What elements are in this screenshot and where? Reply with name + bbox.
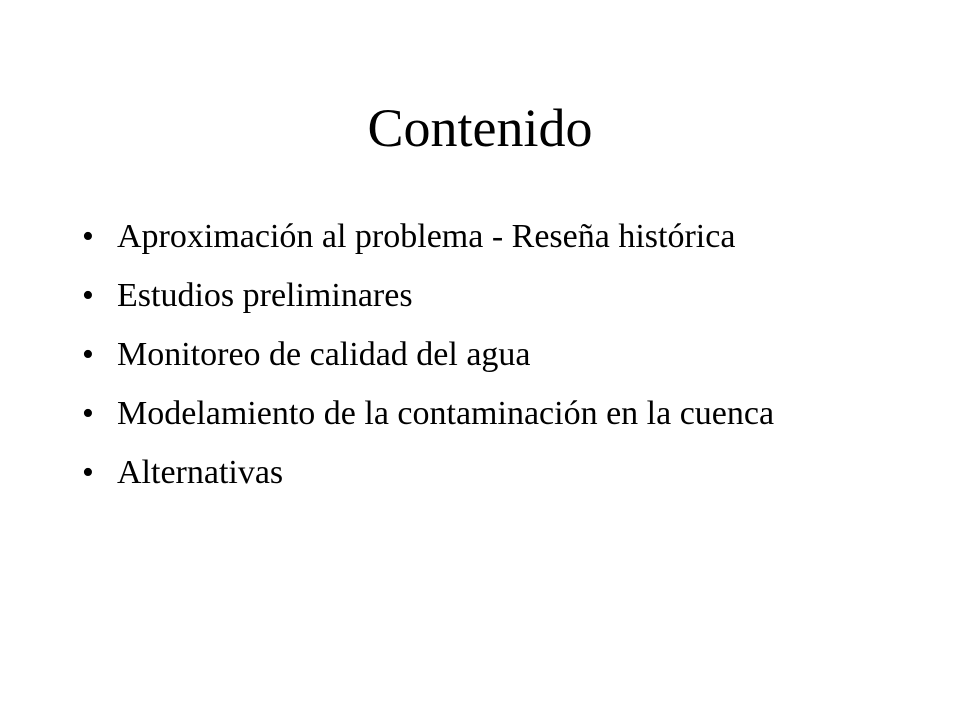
bullet-text: Monitoreo de calidad del agua [117, 336, 531, 373]
bullet-text: Aproximación al problema - Reseña histórica [117, 218, 736, 255]
bullet-icon: • [82, 454, 94, 491]
bullet-item-alternativas [82, 454, 842, 492]
bullet-icon: • [82, 277, 94, 314]
bullet-text: Estudios preliminares [117, 277, 413, 314]
bullet-item-aproximacion [82, 218, 842, 256]
bullet-item-modelamiento [82, 395, 842, 433]
bullet-icon: • [82, 336, 94, 373]
bullet-icon: • [82, 218, 94, 255]
bullet-icon: • [82, 395, 94, 432]
bullet-text: Modelamiento de la contaminación en la cuenca [117, 395, 775, 432]
bullet-text: Alternativas [117, 454, 284, 491]
bullet-item-estudios [82, 277, 842, 315]
slide-title: Contenido [367, 98, 593, 158]
bullet-list [82, 218, 842, 513]
bullet-item-monitoreo [82, 336, 842, 374]
